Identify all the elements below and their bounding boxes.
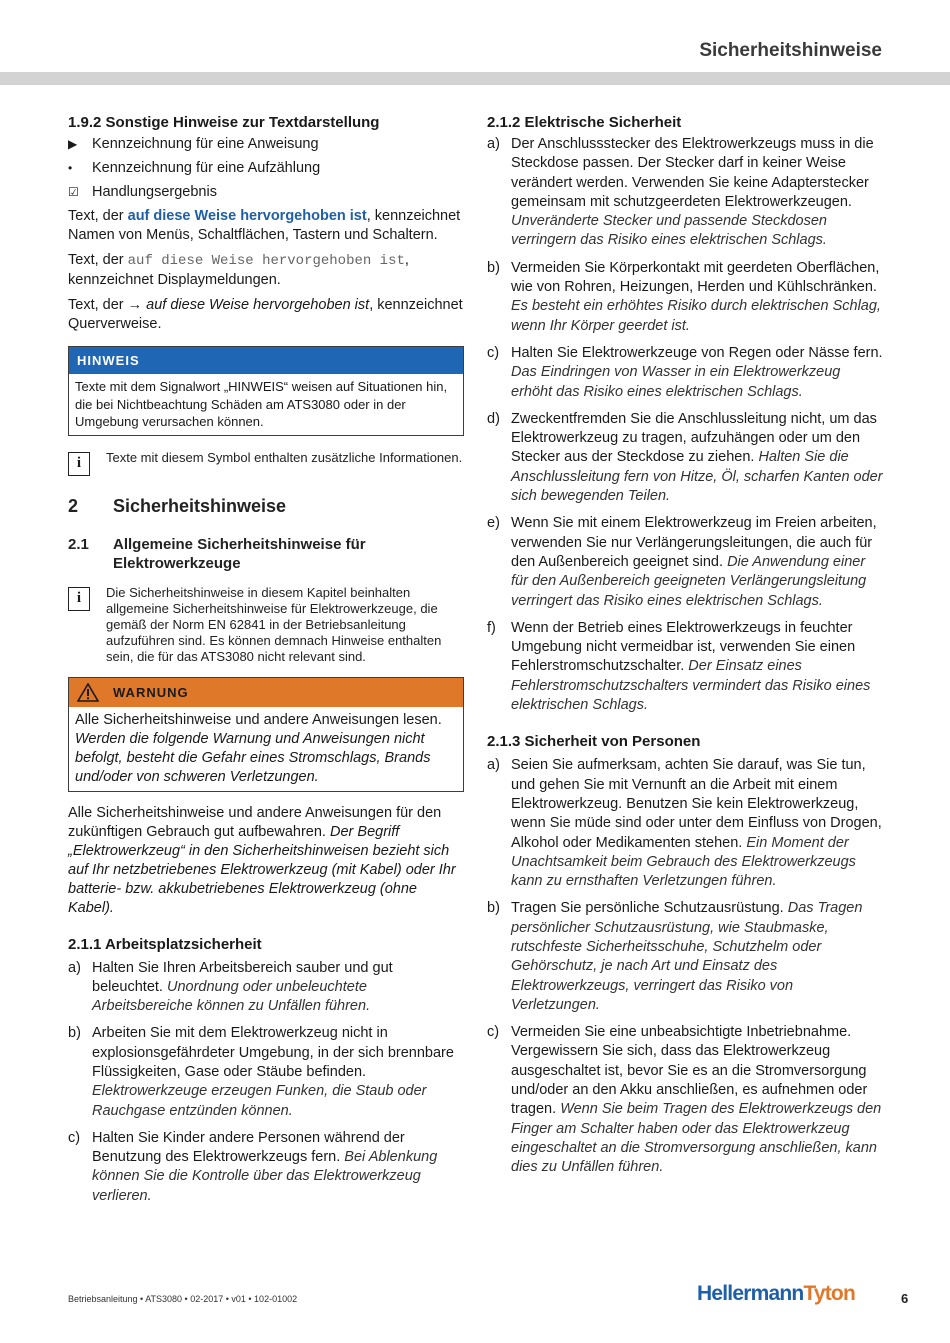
- info-text-2: Die Sicherheitshinweise in diesem Kapitel beinhalten allgemeine Sicherheitshinweise für Elektrowerkzeuge, die gemäß der Norm EN 62841 in der Betriebsanleitung aufzuführen sind. Es können demnach Hinweise enthalten sein, die für das ATS3080 nicht relevant sind.: [106, 584, 442, 664]
- dot-icon: •: [68, 161, 73, 175]
- list-item: a) Der Anschlussstecker des Elektrowerkzeugs muss in die Steckdose passen. Der Stecker darf in keiner Weise verändert werden. Verwenden Sie keine Adapterstecker gemeinsam mit schutzgeerdeten Elektrowerkzeugen. Unveränderte Stecker und passende Steckdosen verringern das Risiko eines elektrischen Schlags.: [487, 136, 874, 249]
- list-item: e) Wenn Sie mit einem Elektrowerkzeug im Freien arbeiten, verwenden Sie nur Verlängerungsleitungen, die auch für den Außenbereich geeignet sind. Die Anwendung einer für den Außenbereich geeigneten Verlängerungsleitung verringert das Risiko eines elektrischen Schlags.: [487, 515, 877, 609]
- info-icon: i: [68, 452, 90, 476]
- keep-instructions-paragraph: Alle Sicherheitshinweise und andere Anweisungen für den zukünftigen Gebrauch gut aufbewahren. Der Begriff „Elektrowerkzeug“ in den Sicherheitshinweisen bezieht sich auf Ihr netzbetriebenes Elektrowerkzeug (mit Kabel) oder Ihr batterie- bzw. akkubetriebenes Elektrowerkzeug (ohne Kabel).: [68, 804, 456, 916]
- hellermanntyton-logo: HellermannTyton: [697, 1282, 855, 1305]
- list-item: f) Wenn der Betrieb eines Elektrowerkzeugs in feuchter Umgebung nicht vermeidbar ist, verwenden Sie einen Fehlerstromschutzschalter. Der Einsatz eines Fehlerstromschutzschalters vermindert das Risiko eines elektrischen Schlags.: [487, 619, 871, 714]
- bullet-list: • Kennzeichnung für eine Aufzählung: [68, 160, 321, 176]
- footer-document-info: Betriebsanleitung • ATS3080 • 02-2017 • v01 • 102-01002: [68, 1294, 298, 1304]
- info-note-2: [68, 585, 464, 665]
- arrow-icon: →: [127, 297, 143, 313]
- hinweis-box: [68, 346, 464, 436]
- section-2-1-2-title: 2.1.2 Elektrische Sicherheit: [487, 114, 682, 131]
- section-2-1-1-title: 2.1.1 Arbeitsplatzsicherheit: [68, 935, 262, 953]
- warnung-box: [68, 677, 464, 792]
- list-item: d) Zweckentfremden Sie die Anschlussleitung nicht, um das Elektrowerkzeug zu tragen, aufzuhängen oder um den Stecker aus der Steckdose zu ziehen. Halten Sie die Anschlussleitung fern von Hitze, Öl, scharfen Kanten oder sich bewegenden Teilen.: [487, 410, 883, 505]
- left-column: [68, 114, 464, 1214]
- info-text-1: Texte mit diesem Symbol enthalten zusätzliche Informationen.: [106, 449, 463, 465]
- list-item: b) Tragen Sie persönliche Schutzausrüstung. Das Tragen persönlicher Schutzausrüstung, wie Staubmaske, rutschfeste Sicherheitsschuhe, Schutzhelm oder Gehörschutz, je nach Art und Einsatz des Elektrowerkzeugs, verringert das Risiko von Verletzungen.: [487, 900, 863, 1013]
- info-note-1: [68, 450, 464, 476]
- section-2-1-heading: 2.1 Allgemeine Sicherheitshinweise für Elektrowerkzeuge: [68, 535, 366, 572]
- header-bar: [0, 72, 950, 85]
- page-number: 6: [901, 1291, 909, 1306]
- list-item: a) Halten Sie Ihren Arbeitsbereich sauber und gut beleuchtet. Unordnung oder unbeleuchtete Arbeitsbereiche können zu Unfällen führen.: [68, 959, 393, 1015]
- bullet-result: ☑ Handlungsergebnis: [68, 184, 217, 200]
- paragraph-crossref-highlight: Text, der → auf diese Weise hervorgehoben ist, kennzeichnet Querverweise.: [68, 297, 463, 332]
- hinweis-text: Texte mit dem Signalwort „HINWEIS“ weisen auf Situationen hin, die bei Nichtbeachtung Schäden am ATS3080 oder in der Umgebung verursachen können.: [75, 379, 448, 429]
- triangle-icon: ▶: [68, 137, 78, 151]
- list-item: b) Vermeiden Sie Körperkontakt mit geerdeten Oberflächen, wie von Rohren, Heizungen, Herden und Kühlschränken. Es besteht ein erhöhtes Risiko durch elektrischen Schlag, wenn Ihr Körper geerdet ist.: [487, 259, 881, 334]
- right-column: [487, 114, 883, 1186]
- warnung-label: WARNUNG: [113, 684, 189, 700]
- info-icon: i: [68, 587, 90, 611]
- list-item: a) Seien Sie aufmerksam, achten Sie darauf, was Sie tun, und gehen Sie mit Vernunft an die Arbeit mit einem Elektrowerkzeug. Benutzen Sie kein Elektrowerkzeug, wenn Sie müde sind oder unter dem Einfluss von Drogen, Alkohol oder Medikamenten stehen. Ein Moment der Unachtsamkeit beim Gebrauch des Elektrowerkzeugs kann zu ernsthaften Verletzungen führen.: [487, 757, 882, 890]
- list-item: c) Vermeiden Sie eine unbeabsichtigte Inbetriebnahme. Vergewissern Sie sich, dass das Elektrowerkzeug ausgeschaltet ist, bevor Sie es an die Stromversorgung und/oder an den Akku anschließen, es aufnehmen oder tragen. Wenn Sie beim Tragen des Elektrowerkzeugs den Finger am Schalter haben oder das Elektrowerkzeug eingeschaltet an die Stromversorgung anschließen, kann dies zu Unfällen führen.: [487, 1024, 882, 1176]
- paragraph-display-highlight: Text, der auf diese Weise hervorgehoben ist, kennzeichnet Displaymeldungen.: [68, 252, 409, 288]
- list-item: c) Halten Sie Kinder andere Personen während der Benutzung des Elektrowerkzeugs fern. Bei Ablenkung können Sie die Kontrolle über das Elektrowerkzeug verlieren.: [68, 1129, 438, 1204]
- warnung-text: Alle Sicherheitshinweise und andere Anweisungen lesen. Werden die folgende Warnung und Anweisungen nicht befolgt, besteht die Gefahr eines Stromschlags, Brands und/oder von schweren Verletzungen.: [75, 711, 442, 785]
- checkbox-icon: ☑: [68, 185, 79, 199]
- section-1-9-2-title: 1.9.2 Sonstige Hinweise zur Textdarstellung: [68, 114, 380, 131]
- page-header-title: Sicherheitshinweise: [699, 40, 882, 61]
- section-2-1-3-title: 2.1.3 Sicherheit von Personen: [487, 733, 701, 751]
- paragraph-menu-highlight: Text, der auf diese Weise hervorgehoben ist, kennzeichnet Namen von Menüs, Schaltflächen, Tastern und Schaltern.: [68, 208, 461, 243]
- chapter-2-heading: 2 Sicherheitshinweise: [68, 495, 287, 516]
- bullet-instruction: ▶ Kennzeichnung für eine Anweisung: [68, 136, 319, 152]
- list-item: b) Arbeiten Sie mit dem Elektrowerkzeug nicht in explosionsgefährdeter Umgebung, in der sich brennbare Flüssigkeiten, Gase oder Stäube befinden. Elektrowerkzeuge erzeugen Funken, die Staub oder Rauchgase entzünden können.: [68, 1025, 454, 1119]
- list-item: c) Halten Sie Elektrowerkzeuge von Regen oder Nässe fern. Das Eindringen von Wasser in ein Elektrowerkzeug erhöht das Risiko eines elektrischen Schlags.: [487, 344, 883, 400]
- warning-triangle-icon: [77, 683, 99, 702]
- hinweis-label: HINWEIS: [69, 347, 463, 374]
